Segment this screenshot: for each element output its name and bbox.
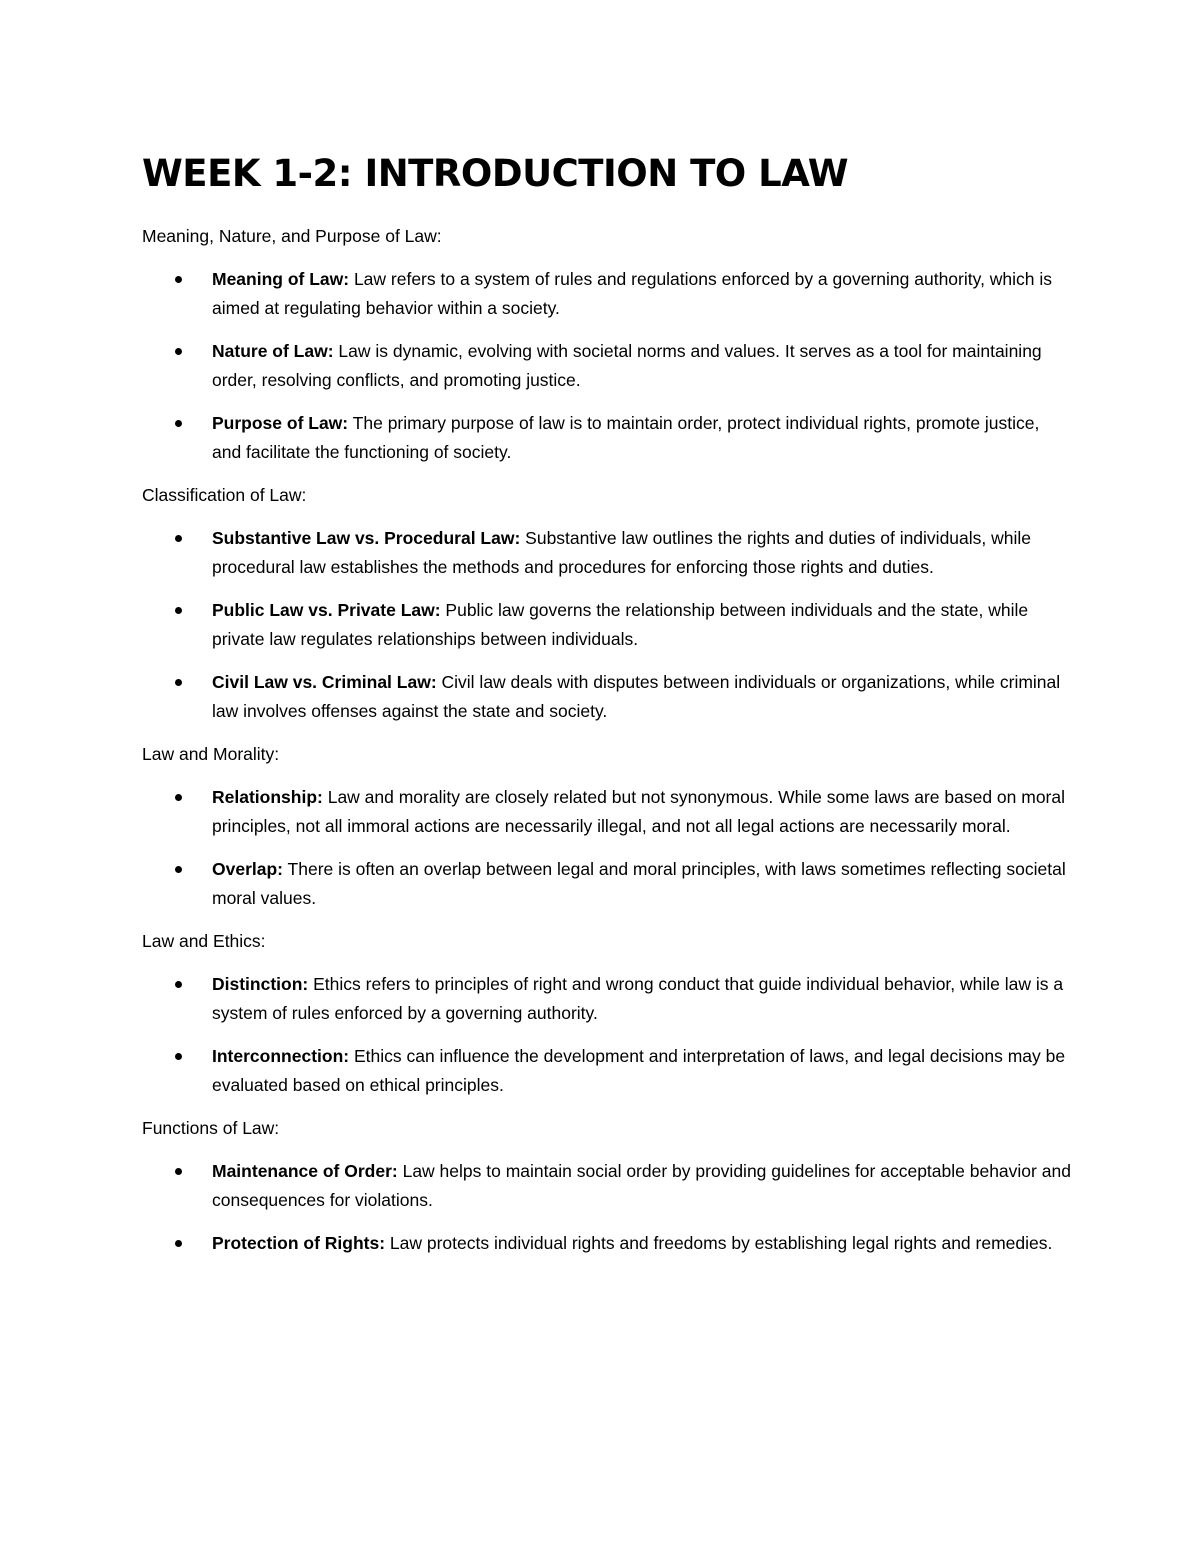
document-section [142,222,1072,466]
bullet-term: Purpose of Law: [212,413,349,433]
bullet-item [142,1229,1072,1258]
bullet-list [142,265,1072,466]
bullet-term: Nature of Law: [212,341,334,361]
bullet-icon [175,1168,182,1175]
bullet-item [142,970,1072,1027]
bullet-text: Law helps to maintain social order by providing guidelines for acceptable behavior and consequences for violations. [212,1161,1071,1210]
bullet-term: Civil Law vs. Criminal Law: [212,672,437,692]
bullet-term: Meaning of Law: [212,269,350,289]
bullet-term: Distinction: [212,974,309,994]
document-body [142,150,1072,1273]
document-section [142,481,1072,725]
bullet-text: Civil law deals with disputes between individuals or organizations, while criminal law involves offenses against the state and society. [212,672,1061,721]
section-heading: Meaning, Nature, and Purpose of Law: [142,226,442,246]
bullet-icon [175,866,182,873]
bullet-term: Overlap: [212,859,283,879]
bullet-item [142,409,1072,466]
bullet-item [142,524,1072,581]
bullet-text: Law protects individual rights and freedoms by establishing legal rights and remedies. [385,1233,1053,1253]
bullet-item [142,1042,1072,1099]
bullet-item [142,668,1072,725]
document-title: WEEK 1-2: INTRODUCTION TO LAW [142,152,849,195]
bullet-icon [175,535,182,542]
bullet-icon [175,1240,182,1247]
bullet-item [142,783,1072,840]
bullet-item [142,855,1072,912]
bullet-text: Ethics refers to principles of right and wrong conduct that guide individual behavior, while law is a system of rules enforced by a governing authority. [212,974,1064,1023]
bullet-icon [175,981,182,988]
bullet-list [142,783,1072,912]
bullet-icon [175,679,182,686]
bullet-list [142,970,1072,1099]
bullet-text: Law is dynamic, evolving with societal norms and values. It serves as a tool for maintaining order, resolving conflicts, and promoting justice. [212,341,1042,390]
document-section [142,740,1072,912]
bullet-icon [175,420,182,427]
bullet-term: Protection of Rights: [212,1233,386,1253]
bullet-term: Maintenance of Order: [212,1161,398,1181]
bullet-icon [175,1053,182,1060]
bullet-list [142,524,1072,725]
document-section [142,927,1072,1099]
bullet-list [142,1157,1072,1258]
bullet-text: Public law governs the relationship between individuals and the state, while private law regulates relationships between individuals. [212,600,1029,649]
bullet-text: There is often an overlap between legal and moral principles, with laws sometimes reflecting societal moral values. [212,859,1066,908]
bullet-item [142,337,1072,394]
bullet-text: Law and morality are closely related but not synonymous. While some laws are based on moral principles, not all immoral actions are necessarily illegal, and not all legal actions are necessarily moral. [212,787,1066,836]
bullet-icon [175,348,182,355]
bullet-icon [175,794,182,801]
document-section [142,1114,1072,1258]
bullet-term: Public Law vs. Private Law: [212,600,441,620]
bullet-text: The primary purpose of law is to maintain order, protect individual rights, promote justice, and facilitate the functioning of society. [212,413,1040,462]
section-heading: Classification of Law: [142,485,307,505]
bullet-text: Substantive law outlines the rights and duties of individuals, while procedural law establishes the methods and procedures for enforcing those rights and duties. [212,528,1032,577]
bullet-item [142,596,1072,653]
section-heading: Law and Ethics: [142,931,266,951]
bullet-icon [175,607,182,614]
section-heading: Functions of Law: [142,1118,280,1138]
bullet-term: Relationship: [212,787,323,807]
bullet-term: Interconnection: [212,1046,350,1066]
section-heading: Law and Morality: [142,744,280,764]
bullet-icon [175,276,182,283]
bullet-text: Law refers to a system of rules and regulations enforced by a governing authority, which is aimed at regulating behavior within a society. [212,269,1053,318]
bullet-item [142,1157,1072,1214]
bullet-term: Substantive Law vs. Procedural Law: [212,528,521,548]
document-sections [142,222,1072,1258]
bullet-text: Ethics can influence the development and interpretation of laws, and legal decisions may be evaluated based on ethical principles. [212,1046,1066,1095]
bullet-item [142,265,1072,322]
